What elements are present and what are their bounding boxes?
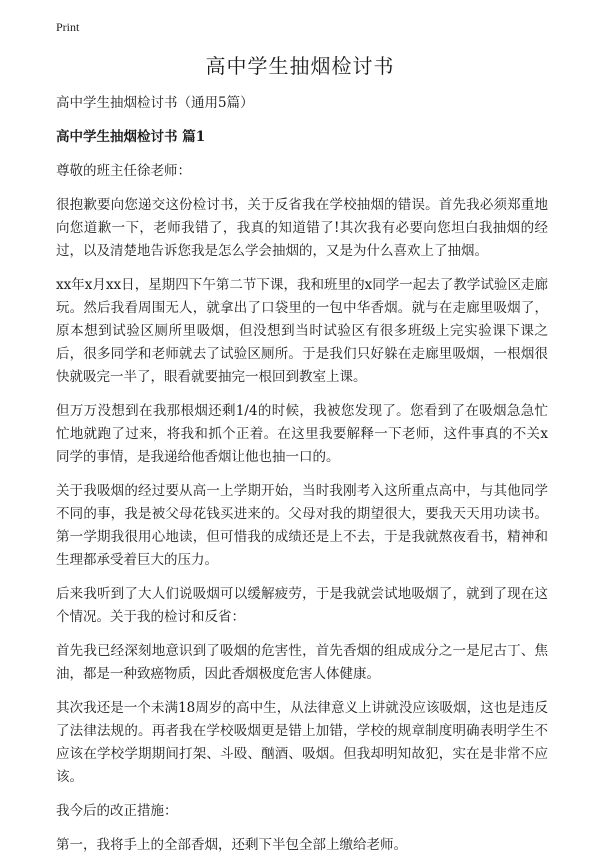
paragraph: 我今后的改正措施： (56, 803, 178, 819)
document-subtitle: 高中学生抽烟检讨书（通用5篇） (56, 95, 254, 111)
paragraph: 其次我还是一个未满18周岁的高中生，从法律意义上讲就没应该吸烟，这也是违反了法律法规的。再者我在学校吸烟更是错上加错，学校的规章制度明确表明学生不应该在学校学期期间打架、斗殴、酗酒、吸烟。但我却明知故犯，实在是非常不应该。 (56, 700, 548, 785)
paragraph: 后来我听到了大人们说吸烟可以缓解疲劳，于是我就尝试地吸烟了，就到了现在这个情况。关于我的检讨和反省： (56, 586, 548, 625)
salutation: 尊敬的班主任徐老师： (56, 163, 191, 179)
section-heading: 高中学生抽烟检讨书 篇1 (56, 129, 206, 145)
print-link[interactable]: Print (56, 20, 80, 34)
paragraph: xx年x月xx日，星期四下午第二节下课，我和班里的x同学一起去了教学试验区走廊玩。然后我看周围无人，就拿出了口袋里的一包中华香烟。就与在走廊里吸烟了，原本想到试验区厕所里吸烟，但没想到当时试验区有很多班级上完实验课下课之后，很多同学和老师就去了试验区厕所。于是我们只好躲在走廊里吸烟，一根烟很快就吸完一半了，眼看就要抽完一根回到教室上课。 (56, 277, 548, 385)
document-body (56, 92, 548, 868)
paragraph: 很抱歉要向您递交这份检讨书，关于反省我在学校抽烟的错误。首先我必须郑重地向您道歉一下，老师我错了，我真的知道错了!其次我有必要向您坦白我抽烟的经过，以及清楚地告诉您我是怎么学会抽烟的，又是为什么喜欢上了抽烟。 (56, 197, 548, 259)
paragraph: 首先我已经深刻地意识到了吸烟的危害性，首先香烟的组成成分之一是尼古丁、焦油，都是一种致癌物质，因此香烟极度危害人体健康。 (56, 643, 548, 682)
paragraph: 但万万没想到在我那根烟还剩1/4的时候，我被您发现了。您看到了在吸烟急急忙忙地就跑了过来，将我和抓个正着。在这里我要解释一下老师，这件事真的不关x同学的事情，是我递给他香烟让他也抽一口的。 (56, 403, 548, 465)
page-title: 高中学生抽烟检讨书 (205, 54, 395, 78)
paragraph: 关于我吸烟的经过要从高一上学期开始，当时我刚考入这所重点高中，与其他同学不同的事，我是被父母花钱买进来的。父母对我的期望很大，要我天天用功读书。第一学期我很用心地读，但可惜我的成绩还是上不去，于是我就熬夜看书，精神和生理都承受着巨大的压力。 (56, 483, 548, 568)
paragraph: 第一，我将手上的全部香烟，还剩下半包全部上缴给老师。 (56, 837, 407, 853)
